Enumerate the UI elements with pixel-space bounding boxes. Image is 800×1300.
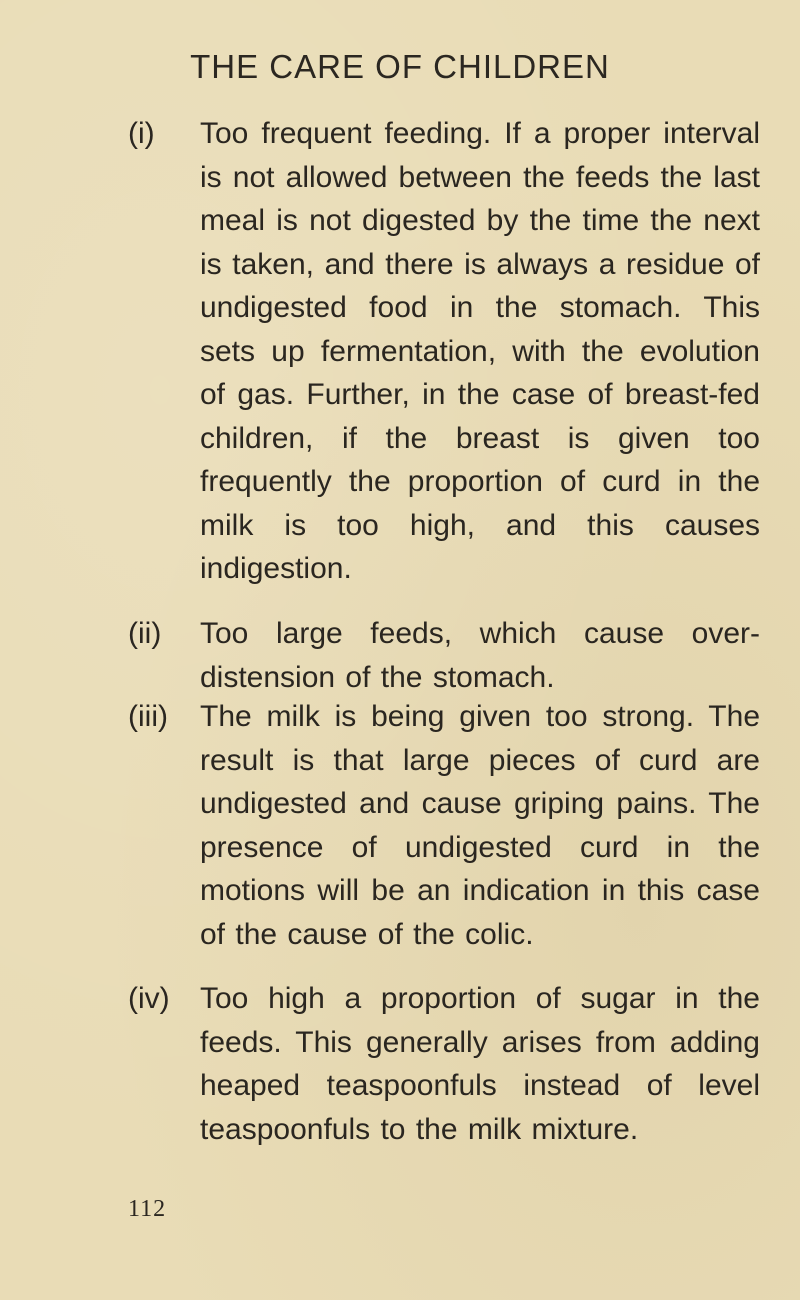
list-item-text: Too frequent feeding. If a proper interval is not allowed between the feeds the last meal is not digested by the time the next is taken, and there is always a residue of undigested food in the stomach. This sets up fermentation, with the evolution of gas. Further, in the case of breast-fed children, if the breast is given too frequently the proportion of curd in the milk is too high, and this causes indigestion. (200, 117, 760, 585)
page-number: 112 (128, 1196, 167, 1222)
running-head: THE CARE OF CHILDREN (190, 48, 610, 85)
list-item-number: (ii) (128, 617, 162, 650)
list-item-number: (i) (128, 117, 155, 150)
list-item-number: (iv) (128, 982, 170, 1015)
list-item-text: The milk is being given too strong. The result is that large pieces of curd are undigested and cause griping pains. The presence of undigested curd in the motions will be an indication in this case of the cause of the colic. (200, 700, 760, 951)
list-item-text: Too large feeds, which cause over-distension of the stomach. (200, 617, 760, 694)
list-item-number: (iii) (128, 700, 168, 733)
list-item-text: Too high a proportion of sugar in the feeds. This generally arises from adding heaped teaspoonfuls instead of level teaspoonfuls to the milk mixture. (200, 982, 760, 1146)
